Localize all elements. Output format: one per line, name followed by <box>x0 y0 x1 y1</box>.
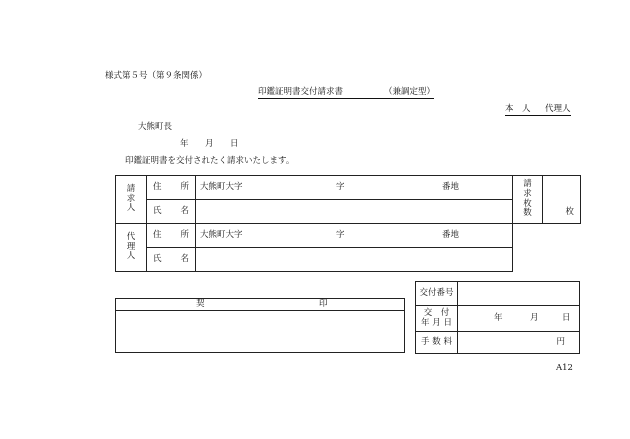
requester-table <box>115 175 581 272</box>
agent-section-label: 代 理 人 <box>116 224 147 272</box>
agent-address-field[interactable] <box>196 224 513 248</box>
form-number: 様式第５号（第９条関係） <box>105 71 208 81</box>
requester-address-field[interactable] <box>196 176 513 200</box>
form-title-note: （兼調定型） <box>384 87 436 97</box>
agent-name-field[interactable] <box>196 248 513 272</box>
agent-name-label: 氏 名 <box>147 248 196 272</box>
requester-address-prefix: 大熊町大字 <box>200 181 243 192</box>
agent-banchi: 番地 <box>442 229 460 240</box>
requester-name-field[interactable] <box>196 200 513 224</box>
fee-unit: 円 <box>556 336 565 347</box>
seal-box <box>115 298 405 353</box>
issue-date-field[interactable] <box>458 306 580 332</box>
seal-label-left: 契 <box>196 298 205 309</box>
seal-area[interactable] <box>116 311 405 353</box>
request-sentence: 印鑑証明書を交付されたく請求いたします。 <box>125 156 295 166</box>
issue-number-label: 交付番号 <box>416 282 458 306</box>
form-title: 印鑑証明書交付請求書 <box>258 87 344 97</box>
blank-corner <box>513 224 581 272</box>
fee-label: 手 数 料 <box>416 332 458 354</box>
date-year: 年 <box>180 139 189 149</box>
issue-date-label: 交 付 年 月 日 <box>416 306 458 332</box>
addressee: 大熊町長 <box>138 122 173 132</box>
count-field[interactable] <box>543 176 581 224</box>
seal-label-right: 印 <box>319 298 328 309</box>
footer-code: A12 <box>556 363 573 373</box>
requester-name-label: 氏 名 <box>147 200 196 224</box>
issue-number-field[interactable] <box>458 282 580 306</box>
applicant-type <box>505 105 571 116</box>
fee-field[interactable] <box>458 332 580 354</box>
requester-section-label: 請 求 人 <box>116 176 147 224</box>
agent-address-label: 住 所 <box>147 224 196 248</box>
requester-aza: 字 <box>336 181 345 192</box>
applicant-agent[interactable]: 代理人 <box>545 104 571 114</box>
issue-day: 日 <box>562 312 571 323</box>
count-label: 請 求 枚 数 <box>513 176 543 224</box>
seal-box-header <box>116 299 405 311</box>
date-month: 月 <box>205 139 214 149</box>
agent-address-prefix: 大熊町大字 <box>200 229 243 240</box>
office-table <box>415 281 580 354</box>
count-unit: 枚 <box>565 206 574 217</box>
issue-month: 月 <box>530 312 539 323</box>
applicant-self[interactable]: 本 人 <box>505 104 531 114</box>
requester-address-label: 住 所 <box>147 176 196 200</box>
requester-banchi: 番地 <box>442 181 460 192</box>
issue-year: 年 <box>494 312 503 323</box>
form-title-line <box>258 88 434 99</box>
date-day: 日 <box>230 139 239 149</box>
agent-aza: 字 <box>336 229 345 240</box>
